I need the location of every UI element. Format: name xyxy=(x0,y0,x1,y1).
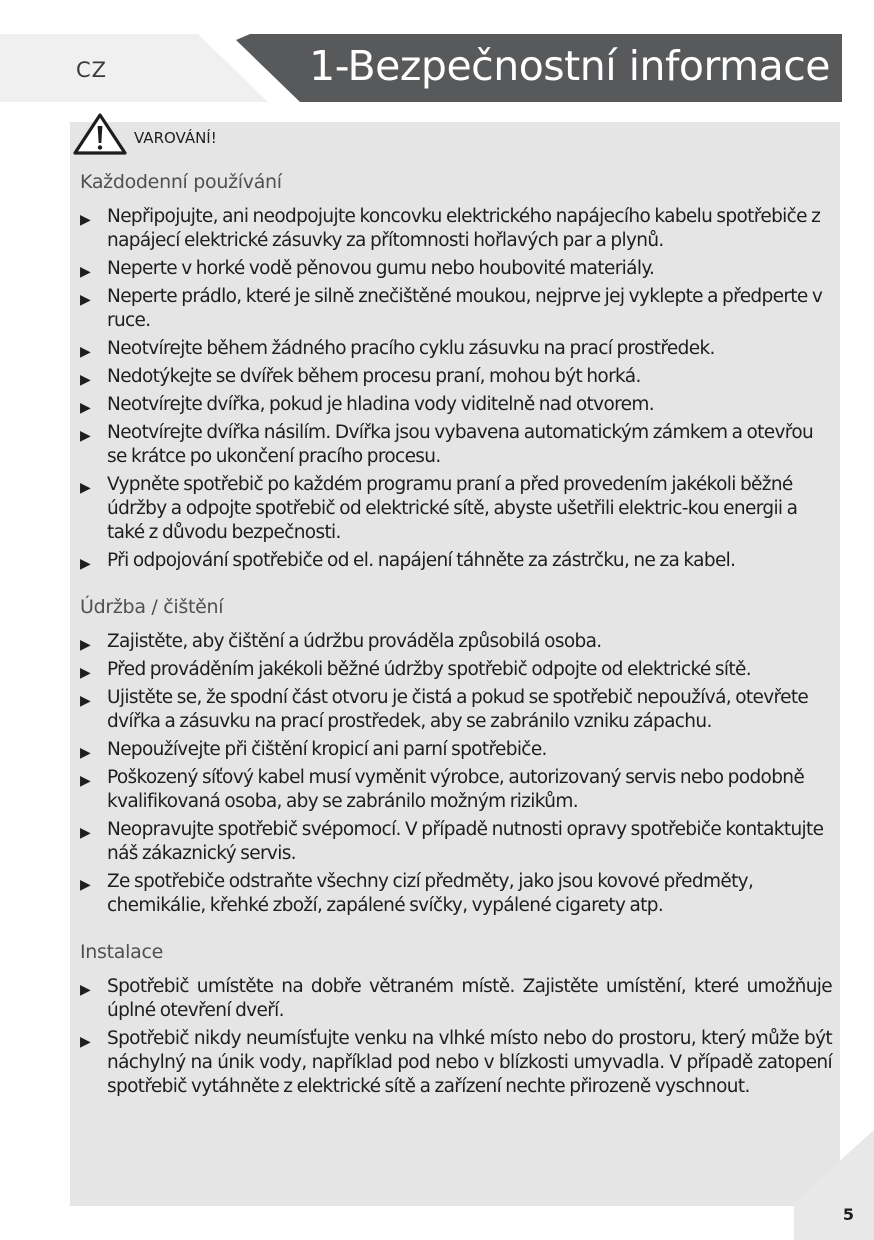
bullet-arrow-icon: ▶ xyxy=(80,773,91,789)
list-item: ▶ Neopravujte spotřebič svépomocí. V případě nutnosti opravy spotřebiče kontaktujte náš zákaznický servis. xyxy=(80,819,824,864)
list-item: ▶ Při odpojování spotřebiče od el. napájení táhněte za zástrčku, ne za kabel. xyxy=(80,549,832,573)
list-item: ▶ Neperte v horké vodě pěnovou gumu nebo houbovité materiály. xyxy=(80,257,832,281)
list-item: ▶ Ujistěte se, že spodní část otvoru je čistá a pokud se spotřebič nepoužívá, otevřete dvířka a zásuvku na prací prostředek, aby se zabránilo vzniku zápachu. xyxy=(80,687,809,732)
bullet-arrow-icon: ▶ xyxy=(80,825,91,841)
installation-list xyxy=(80,975,832,1099)
bullet-arrow-icon: ▶ xyxy=(80,745,91,761)
list-item: ▶ Poškozený síťový kabel musí vyměnit výrobce, autorizovaný servis nebo podobně kvalifikovaná osoba, aby se zabránilo možným rizikům. xyxy=(80,767,805,812)
language-code: CZ xyxy=(76,58,108,82)
list-item: ▶ Ze spotřebiče odstraňte všechny cizí předměty, jako jsou kovové předměty, chemikálie, křehké zboží, zapálené svíčky, vypálené cigarety atp. xyxy=(80,871,754,916)
list-item: ▶ Vypněte spotřebič po každém programu praní a před provedením jakékoli běžné údržby a odpojte spotřebič od elektrické sítě, abyste ušetřili elektric-kou energii a také z důvodu bezpečnosti. xyxy=(80,474,798,543)
section-title-installation: Instalace xyxy=(80,941,163,963)
bullet-arrow-icon: ▶ xyxy=(80,982,91,998)
bullet-arrow-icon: ▶ xyxy=(80,264,91,280)
list-item: ▶ Před prováděním jakékoli běžné údržby spotřebič odpojte od elektrické sítě. xyxy=(80,658,832,682)
page-corner-graphic xyxy=(794,1130,874,1240)
bullet-arrow-icon: ▶ xyxy=(80,292,91,308)
bullet-arrow-icon: ▶ xyxy=(80,428,91,444)
bullet-arrow-icon: ▶ xyxy=(80,480,91,496)
warning-triangle-icon xyxy=(72,112,128,156)
list-item: ▶ Nepoužívejte při čištění kropicí ani parní spotřebiče. xyxy=(80,738,832,762)
list-item: ▶ Spotřebič nikdy neumísťujte venku na vlhké místo nebo do prostoru, který může být náchylný na únik vody, například pod nebo v blízkosti umyvadla. V případě zatopení spotřebič vytáhněte z elektrické sítě a zařízení nechte přirozeně vyschnout. xyxy=(80,1028,832,1097)
bullet-arrow-icon: ▶ xyxy=(80,1034,91,1050)
warning-label: VAROVÁNÍ! xyxy=(134,129,217,147)
bullet-arrow-icon: ▶ xyxy=(80,693,91,709)
bullet-arrow-icon: ▶ xyxy=(80,556,91,572)
page-title: 1-Bezpečnostní informace xyxy=(309,42,830,90)
bullet-arrow-icon: ▶ xyxy=(80,637,91,653)
safety-content xyxy=(80,168,832,1103)
bullet-arrow-icon: ▶ xyxy=(80,344,91,360)
bullet-arrow-icon: ▶ xyxy=(80,212,91,228)
bullet-arrow-icon: ▶ xyxy=(80,400,91,416)
page-number: 5 xyxy=(842,1205,854,1224)
list-item: ▶ Neotvírejte dvířka, pokud je hladina vody viditelně nad otvorem. xyxy=(80,393,832,417)
list-item: ▶ Nepřipojujte, ani neodpojujte koncovku elektrického napájecího kabelu spotřebiče z napájecí elektrické zásuvky za přítomnosti hořlavých par a plynů. xyxy=(80,206,821,251)
maintenance-list xyxy=(80,630,832,918)
list-item: ▶ Spotřebič umístěte na dobře větraném místě. Zajistěte umístění, které umožňuje úplné otevření dveří. xyxy=(80,976,832,1021)
daily-use-list xyxy=(80,205,832,573)
bullet-arrow-icon: ▶ xyxy=(80,877,91,893)
list-item: ▶ Zajistěte, aby čištění a údržbu prováděla způsobilá osoba. xyxy=(80,630,832,654)
language-tab-shape xyxy=(0,34,268,102)
list-item: ▶ Neperte prádlo, které je silně znečištěné moukou, nejprve jej vyklepte a předperte v ruce. xyxy=(80,286,823,331)
list-item: ▶ Neotvírejte během žádného pracího cyklu zásuvku na prací prostředek. xyxy=(80,337,832,361)
bullet-arrow-icon: ▶ xyxy=(80,665,91,681)
list-item: ▶ Neotvírejte dvířka násilím. Dvířka jsou vybavena automatickým zámkem a otevřou se krátce po ukončení pracího procesu. xyxy=(80,422,814,467)
section-title-maintenance: Údržba / čištění xyxy=(80,596,224,618)
warning-header xyxy=(72,110,217,156)
section-title-daily-use: Každodenní používání xyxy=(80,171,282,193)
bullet-arrow-icon: ▶ xyxy=(80,372,91,388)
list-item: ▶ Nedotýkejte se dvířek během procesu praní, mohou být horká. xyxy=(80,365,832,389)
